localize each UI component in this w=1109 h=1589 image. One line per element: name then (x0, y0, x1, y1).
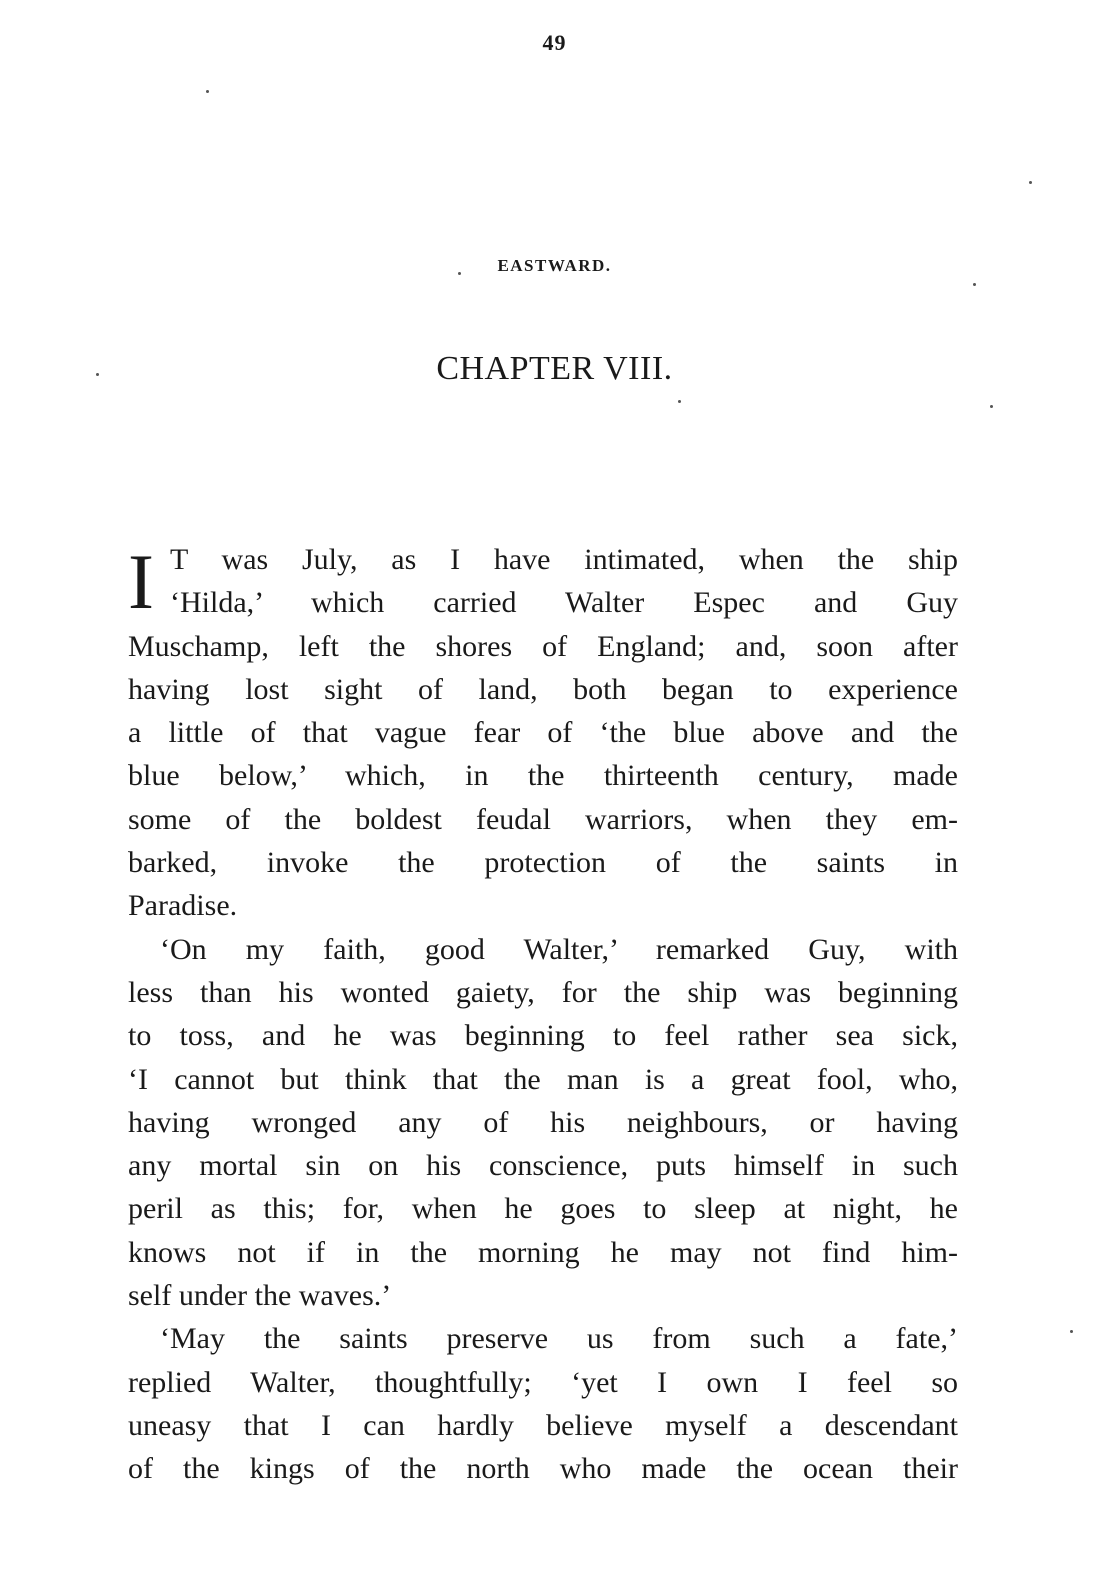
scan-speck (206, 90, 209, 93)
text-line: ‘On my faith, good Walter,’ remarked Guy, with (160, 932, 958, 966)
text-line: ‘May the saints preserve us from such a fate,’ (160, 1322, 958, 1356)
scan-speck (990, 405, 993, 408)
text-line: replied Walter, thoughtfully; ‘yet I own I feel so (128, 1365, 958, 1399)
text-line: having wronged any of his neighbours, or having (128, 1105, 958, 1139)
text-line: blue below,’ which, in the thirteenth century, made (128, 759, 958, 793)
paragraph (128, 1317, 958, 1490)
scan-speck (1029, 181, 1032, 184)
text-line: self under the waves.’ (128, 1279, 392, 1313)
text-line: ‘I cannot but think that the man is a great fool, who, (128, 1062, 958, 1096)
text-line: Paradise. (128, 889, 238, 923)
text-line: ‘Hilda,’ which carried Walter Espec and Guy (170, 586, 958, 620)
text-line: Muschamp, left the shores of England; and, soon after (128, 629, 958, 663)
paragraph (128, 538, 958, 928)
text-line: uneasy that I can hardly believe myself a descendant (128, 1408, 958, 1442)
scan-speck (973, 283, 976, 286)
text-line: having lost sight of land, both began to experience (128, 672, 958, 706)
paragraph (128, 928, 958, 1318)
scan-speck (458, 272, 461, 275)
text-line: less than his wonted gaiety, for the ship was beginning (128, 975, 958, 1009)
text-line: some of the boldest feudal warriors, when they em- (128, 802, 958, 836)
text-line: barked, invoke the protection of the saints in (128, 846, 958, 880)
scan-speck (1070, 1330, 1073, 1333)
body-text (128, 538, 958, 1491)
chapter-title: CHAPTER VIII. (436, 350, 673, 387)
scan-speck (678, 400, 681, 403)
text-line: a little of that vague fear of ‘the blue above and the (128, 716, 958, 750)
text-line: T was July, as I have intimated, when the ship (170, 543, 958, 576)
text-line: any mortal sin on his conscience, puts himself in such (128, 1149, 958, 1183)
text-line: knows not if in the morning he may not find him- (128, 1235, 958, 1269)
text-line: of the kings of the north who made the ocean their (128, 1452, 958, 1486)
text-line: to toss, and he was beginning to feel rather sea sick, (128, 1019, 958, 1053)
text-line: peril as this; for, when he goes to sleep at night, he (128, 1192, 958, 1226)
drop-cap: I (128, 538, 154, 625)
chapter-subtitle: EASTWARD. (497, 256, 612, 275)
scan-speck (96, 373, 99, 376)
page-number: 49 (542, 30, 567, 55)
